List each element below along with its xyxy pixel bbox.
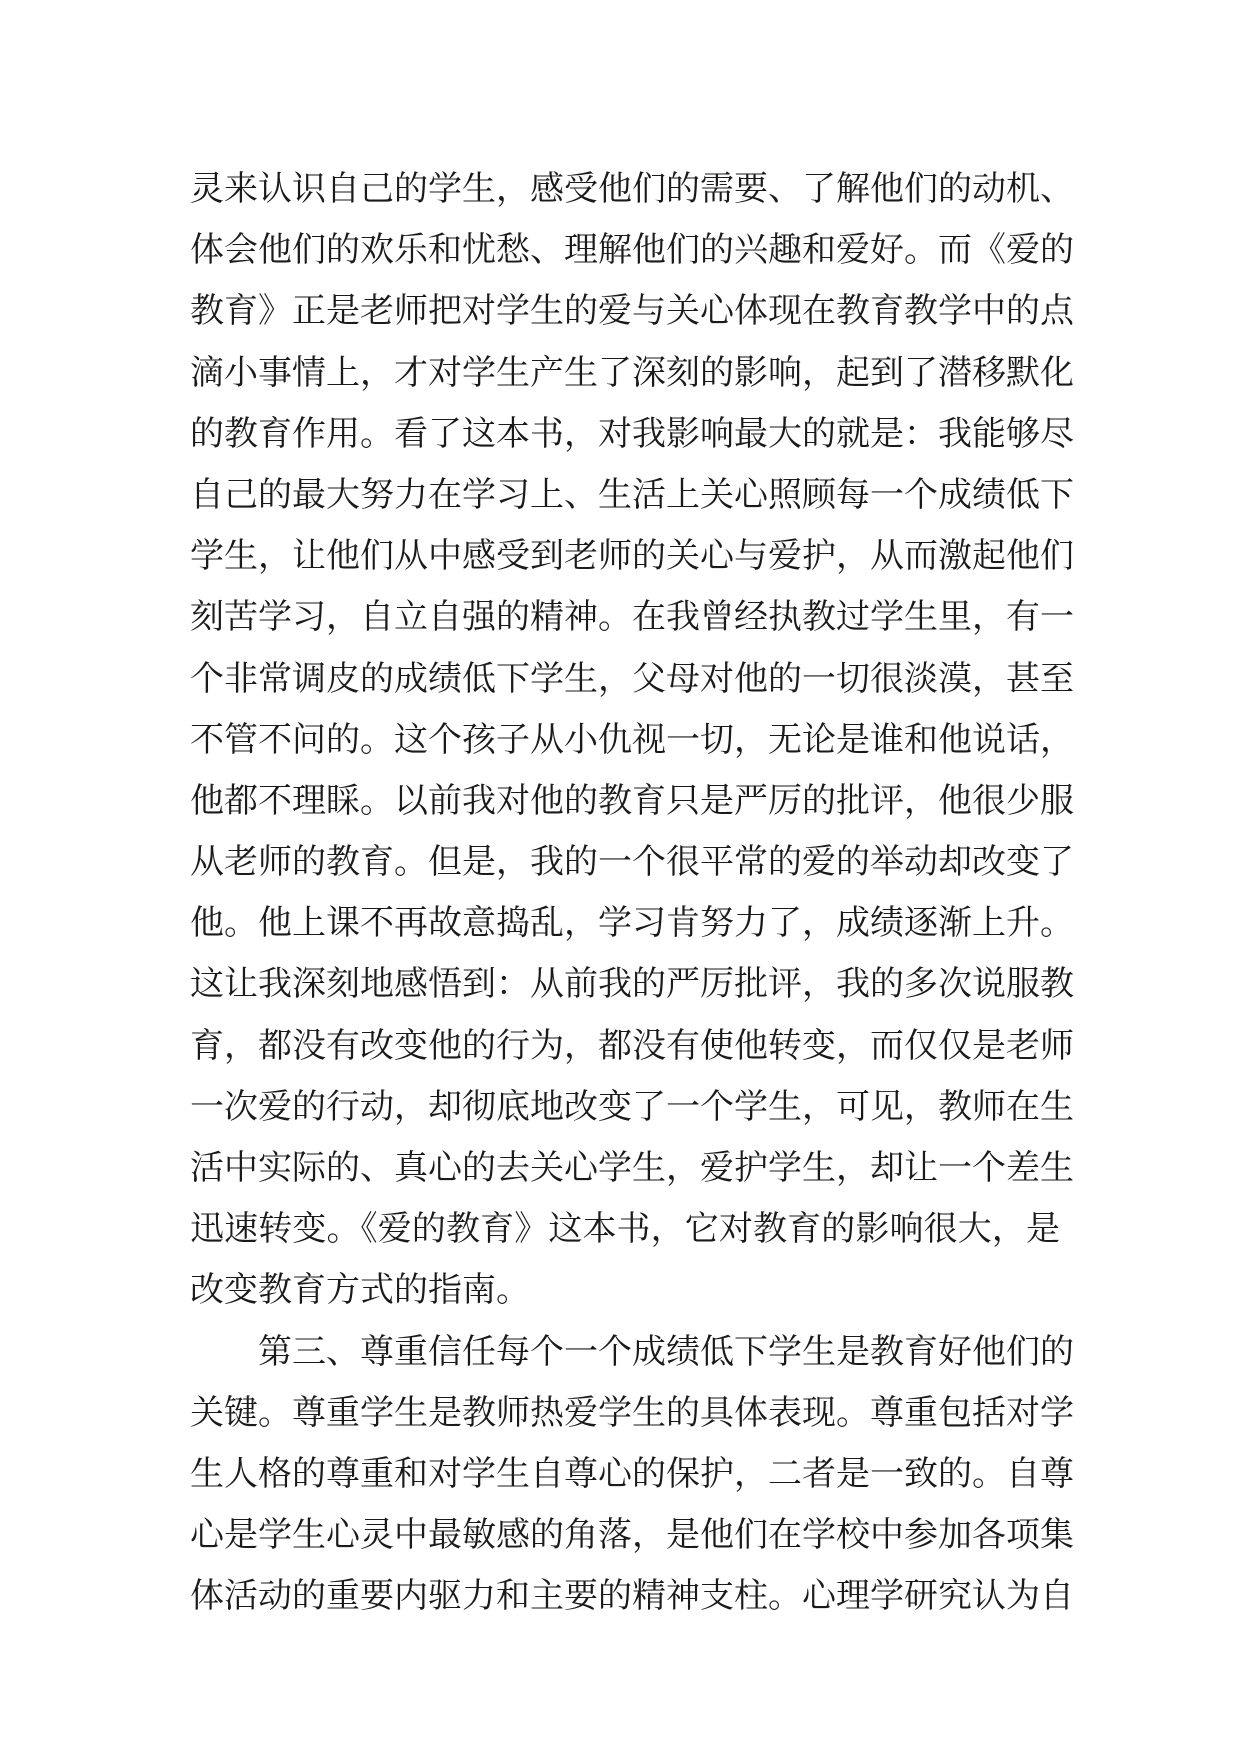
text-line: 滴小事情上，才对学生产生了深刻的影响，起到了潜移默化 [190,352,1074,393]
text-line: 一次爱的行动，却彻底地改变了一个学生，可见，教师在生 [190,1086,1074,1127]
text-line: 育，都没有改变他的行为，都没有使他转变，而仅仅是老师 [190,1025,1074,1066]
text-line: 体会他们的欢乐和忧愁、理解他们的兴趣和爱好。而《爱的 [190,230,1074,271]
text-line: 教育》正是老师把对学生的爱与关心体现在教育教学中的点 [190,291,1074,332]
text-line: 他。他上课不再故意捣乱，学习肯努力了，成绩逐渐上升。 [190,903,1074,944]
body-text [190,159,1074,1628]
text-line: 灵来认识自己的学生，感受他们的需要、了解他们的动机、 [190,169,1074,209]
text-line: 关键。尊重学生是教师热爱学生的具体表现。尊重包括对学 [190,1392,1074,1433]
text-line: 从老师的教育。但是，我的一个很平常的爱的举动却改变了 [190,842,1074,883]
text-line: 个非常调皮的成绩低下学生，父母对他的一切很淡漠，甚至 [190,658,1074,699]
text-line: 迅速转变。《爱的教育》这本书，它对教育的影响很大，是 [190,1209,1060,1250]
text-line: 这让我深刻地感悟到：从前我的严厉批评，我的多次说服教 [190,964,1074,1005]
text-line: 活中实际的、真心的去关心学生，爱护学生，却让一个差生 [190,1148,1074,1188]
text-line: 心是学生心灵中最敏感的角落，是他们在学校中参加各项集 [190,1515,1074,1556]
text-line: 刻苦学习，自立自强的精神。在我曾经执教过学生里，有一 [190,597,1074,638]
text-line: 不管不问的。这个孩子从小仇视一切，无论是谁和他说话， [190,719,1074,760]
text-line-paragraph-start: 第三、尊重信任每个一个成绩低下学生是教育好他们的 [258,1331,1074,1372]
text-line: 生人格的尊重和对学生自尊心的保护，二者是一致的。自尊 [190,1453,1074,1494]
text-line-paragraph-end: 改变教育方式的指南。 [190,1270,530,1311]
text-line: 体活动的重要内驱力和主要的精神支柱。心理学研究认为自 [190,1576,1074,1617]
text-line: 他都不理睬。以前我对他的教育只是严厉的批评，他很少服 [190,780,1074,821]
text-line: 的教育作用。看了这本书，对我影响最大的就是：我能够尽 [190,413,1074,454]
text-line: 学生，让他们从中感受到老师的关心与爱护，从而激起他们 [190,536,1074,577]
text-line: 自己的最大努力在学习上、生活上关心照顾每一个成绩低下 [190,474,1074,515]
